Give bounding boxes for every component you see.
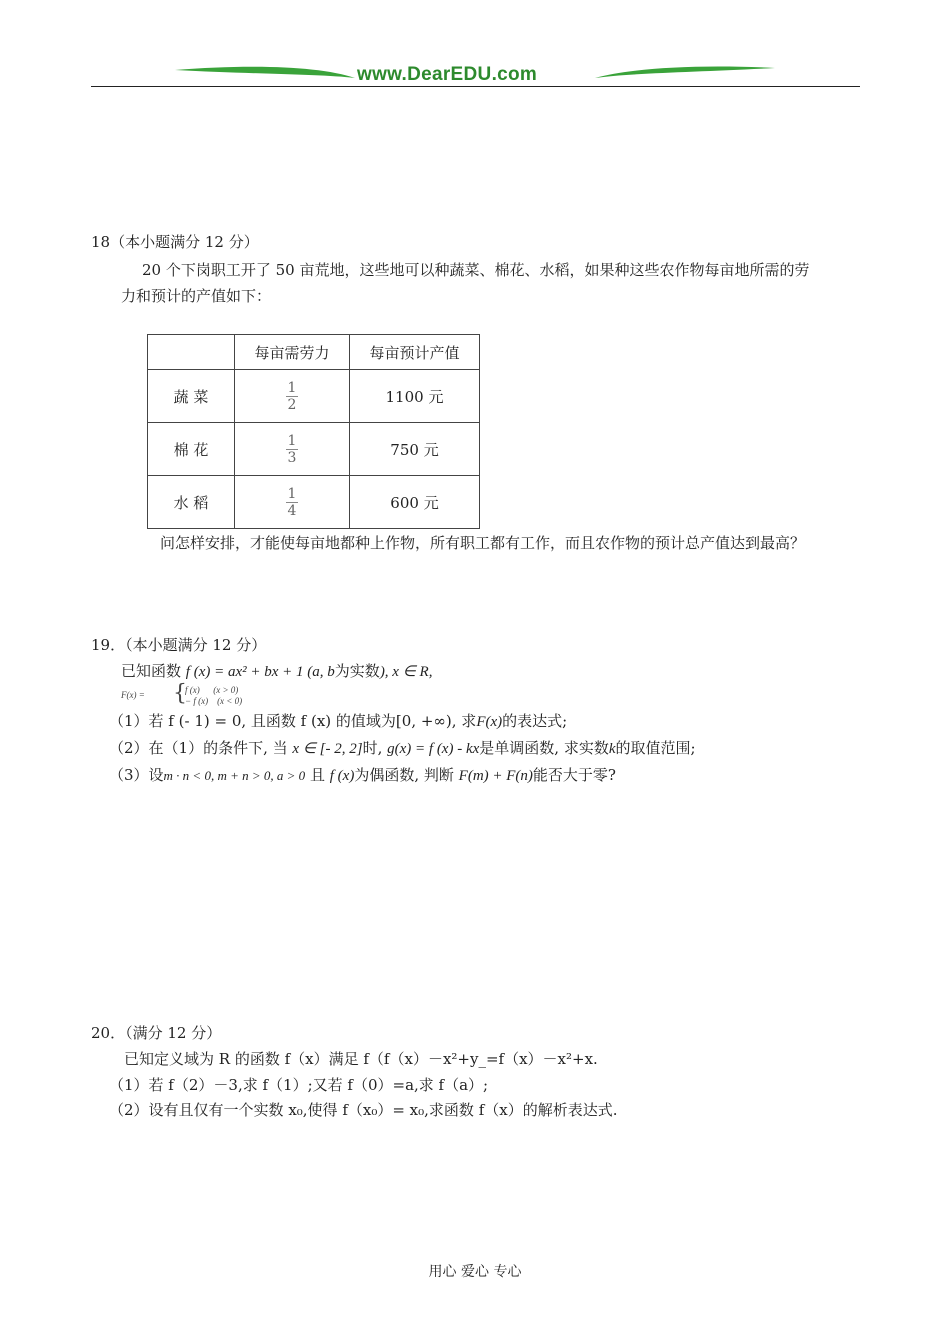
crop-name: 蔬 菜	[148, 370, 235, 423]
q19-given-prefix: 已知函数	[121, 662, 182, 680]
labor-fraction	[286, 486, 299, 519]
q19-part1	[109, 711, 567, 732]
q18-title: 18（本小题满分 12 分）	[91, 233, 259, 251]
labor-cell	[235, 423, 350, 476]
q19-p2-formula2: g(x) = f (x) - kx	[387, 741, 480, 757]
q19-given-formula: f (x) = ax² + bx + 1 (a, b	[185, 664, 335, 680]
labor-fraction	[286, 380, 299, 413]
q19-p3-mid1: 且	[309, 766, 325, 784]
value-cell: 1100 元	[350, 370, 480, 423]
q19-part3	[109, 765, 616, 786]
q19-p2-prefix: （2）在（1）的条件下, 当	[109, 739, 288, 757]
fraction-denominator: 3	[287, 449, 297, 466]
q19-given	[121, 661, 432, 682]
q19-given-suffix: ), x ∈ R,	[379, 664, 433, 680]
q19-p3-formula2: f (x)	[329, 768, 355, 784]
q19-p3-formula1: m · n < 0, m + n > 0, a > 0	[163, 768, 306, 783]
q19-p2-mid1: 时,	[362, 739, 383, 757]
brace-icon: {	[173, 681, 187, 706]
crop-name: 水 稻	[148, 476, 235, 529]
q19-p2-mid2: 是单调函数, 求实数	[479, 739, 609, 757]
table-header-row	[148, 335, 480, 370]
fraction-numerator: 1	[287, 379, 297, 396]
q19-piecewise-def	[121, 681, 381, 707]
q19-p2-k: k	[608, 741, 616, 757]
value-cell: 600 元	[350, 476, 480, 529]
fraction-denominator: 4	[287, 502, 297, 519]
q18-intro-line1: 20 个下岗职工开了 50 亩荒地，这些地可以种蔬菜、棉花、水稻，如果种这些农作物每亩地所需的劳	[142, 261, 810, 279]
q19-title: 19．（本小题满分 12 分）	[91, 636, 267, 654]
q20-title: 20．（满分 12 分）	[91, 1024, 222, 1042]
labor-cell	[235, 370, 350, 423]
q19-p3-mid2: 为偶函数, 判断	[354, 766, 454, 784]
q20-part2: （2）设有且仅有一个实数 x₀,使得 f（x₀）= x₀,求函数 f（x）的解析表达式.	[109, 1101, 618, 1119]
fraction-numerator: 1	[287, 485, 297, 502]
q19-p2-suffix: 的取值范围;	[615, 739, 696, 757]
table-row	[148, 370, 480, 423]
labor-fraction	[286, 433, 299, 466]
q19-p3-prefix: （3）设	[109, 766, 164, 784]
fraction-numerator: 1	[287, 432, 297, 449]
q19-p3-formula3: F(m) + F(n)	[458, 768, 533, 784]
q19-p3-suffix: 能否大于零?	[532, 766, 616, 784]
def-left: F(x) =	[121, 690, 145, 700]
table-header-cell: 每亩预计产值	[350, 335, 480, 370]
labor-cell	[235, 476, 350, 529]
def-case2: − f (x) (x < 0)	[185, 696, 243, 706]
q18-intro-line2: 力和预计的产值如下：	[121, 287, 272, 305]
table-row	[148, 423, 480, 476]
q19-p1-prefix: （1）若 f (- 1) = 0, 且函数 f (x) 的值域为[0, +∞), 求	[109, 712, 477, 730]
crop-table	[147, 334, 480, 529]
table-header-cell: 每亩需劳力	[235, 335, 350, 370]
q19-p2-formula1: x ∈ [- 2, 2]	[292, 741, 363, 757]
header-rule	[91, 86, 860, 87]
q20-part1: （1）若 f（2）－3,求 f（1）;又若 f（0）=a,求 f（a）;	[109, 1076, 489, 1094]
q19-p1-formula: F(x)	[476, 714, 503, 730]
def-case1: f (x) (x > 0)	[185, 685, 239, 695]
q19-given-mid: 为实数	[334, 662, 380, 680]
fraction-denominator: 2	[287, 396, 297, 413]
table-header-cell	[148, 335, 235, 370]
q18-question: 问怎样安排，才能使每亩地都种上作物，所有职工都有工作，而且农作物的预计总产值达到最高？	[160, 534, 806, 552]
footer-motto: 用心 爱心 专心	[428, 1264, 522, 1280]
q19-p1-suffix: 的表达式;	[502, 712, 568, 730]
q20-given: 已知定义域为 R 的函数 f（x）满足 f（f（x）－x²+y_=f（x）－x²+x.	[124, 1050, 598, 1068]
site-url[interactable]: www.DearEDU.com	[357, 64, 538, 85]
q19-part2	[109, 738, 696, 759]
table-row	[148, 476, 480, 529]
value-cell: 750 元	[350, 423, 480, 476]
crop-name: 棉 花	[148, 423, 235, 476]
